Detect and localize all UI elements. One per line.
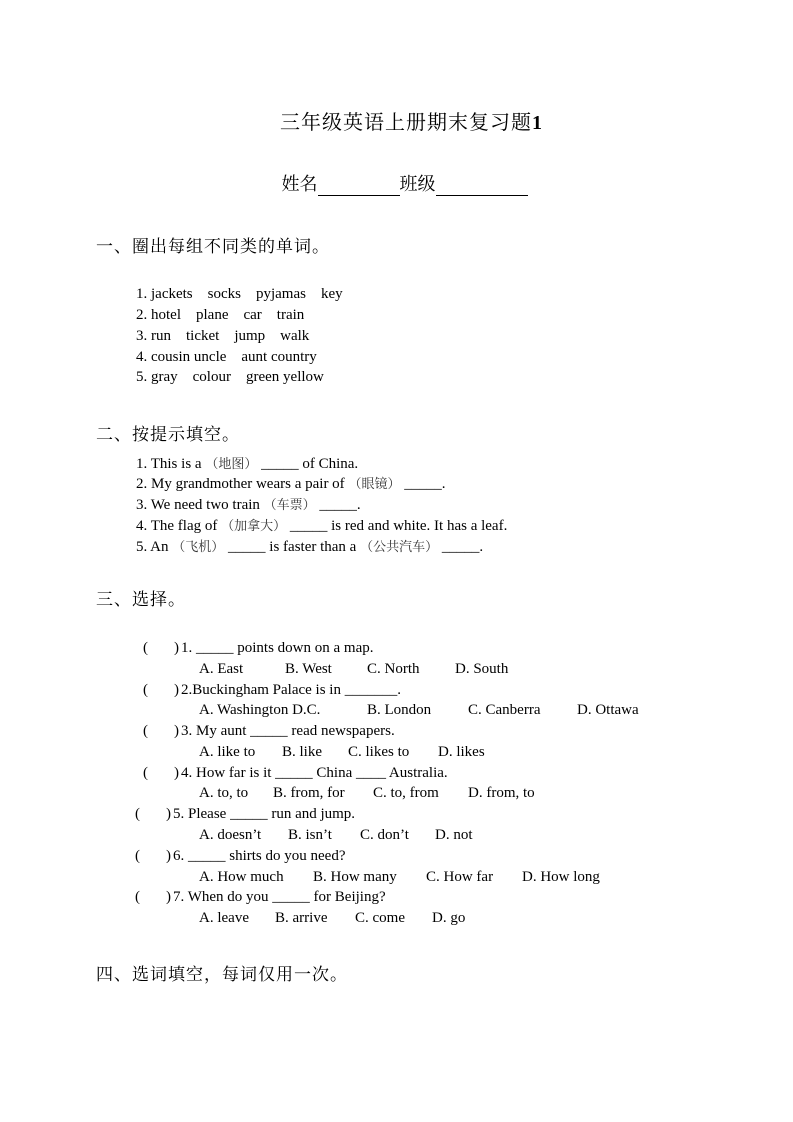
option-c: C. to, from	[373, 785, 439, 801]
option-c: C. don’t	[360, 827, 409, 843]
option-a: A. doesn’t	[199, 827, 262, 843]
option-c: C. How far	[426, 869, 494, 885]
option-d: D. go	[432, 910, 466, 926]
s2-item-2: 2. My grandmother wears a pair of （眼镜） _____.	[136, 476, 446, 492]
option-a: A. East	[199, 661, 244, 677]
option-b: B. West	[285, 661, 332, 677]
hint-text: （公共汽车）	[360, 540, 439, 555]
hint-text: （加拿大）	[221, 519, 287, 534]
hint-text: （飞机）	[172, 540, 225, 555]
option-c: C. come	[355, 910, 405, 926]
hint-text: （车票）	[263, 498, 316, 513]
answer-parens[interactable]: ( )	[143, 723, 179, 739]
option-a: A. How much	[199, 869, 284, 885]
option-c: C. Canberra	[468, 702, 541, 718]
page-title	[0, 106, 793, 135]
option-d: D. Ottawa	[577, 702, 639, 718]
class-label: 班级	[399, 174, 436, 195]
s2-item-4: 4. The flag of （加拿大） _____ is red and white. It has a leaf.	[136, 518, 508, 534]
section-2-heading: 二、按提示填空。	[96, 425, 240, 445]
option-b: B. from, for	[273, 785, 345, 801]
section-3-heading: 三、选择。	[96, 590, 186, 610]
question-7: ( ) 7. When do you _____ for Beijing?	[135, 889, 386, 905]
hint-text: （眼镜）	[348, 477, 401, 492]
s1-item-5: 5. gray colour green yellow	[136, 369, 324, 385]
question-5-options	[199, 827, 473, 844]
question-6: ( ) 6. _____ shirts do you need?	[135, 848, 346, 864]
name-blank[interactable]	[318, 176, 400, 196]
s1-item-3: 3. run ticket jump walk	[136, 328, 310, 344]
class-blank[interactable]	[436, 176, 528, 196]
title-text: 三年级英语上册期末复习题	[280, 110, 532, 134]
question-7-options	[199, 910, 465, 927]
answer-parens[interactable]: ( )	[143, 765, 179, 781]
name-label: 姓名	[281, 174, 318, 195]
answer-parens[interactable]: ( )	[135, 848, 171, 864]
s1-item-1: 1. jackets socks pyjamas key	[136, 286, 343, 302]
option-a: A. like to	[199, 744, 256, 760]
question-3-options	[199, 744, 485, 761]
option-b: B. like	[282, 744, 322, 760]
question-4-options	[199, 785, 535, 802]
s2-item-3: 3. We need two train （车票） _____.	[136, 497, 361, 513]
option-b: B. isn’t	[288, 827, 332, 843]
option-d: D. not	[435, 827, 473, 843]
option-b: B. arrive	[275, 910, 328, 926]
section-4-heading: 四、选词填空，每词仅用一次。	[96, 965, 348, 985]
question-3: ( ) 3. My aunt _____ read newspapers.	[143, 723, 395, 739]
answer-parens[interactable]: ( )	[135, 889, 171, 905]
option-c: C. North	[367, 661, 420, 677]
s2-item-1: 1. This is a （地图） _____ of China.	[136, 456, 359, 472]
option-d: D. How long	[522, 869, 600, 885]
option-d: D. likes	[438, 744, 485, 760]
answer-parens[interactable]: ( )	[143, 682, 179, 698]
question-2: ( ) 2.Buckingham Palace is in _______.	[143, 682, 401, 698]
s1-item-4: 4. cousin uncle aunt country	[136, 349, 317, 365]
question-4: ( ) 4. How far is it _____ China ____ Australia.	[143, 765, 448, 781]
question-2-options	[199, 702, 639, 719]
option-d: D. South	[455, 661, 509, 677]
answer-parens[interactable]: ( )	[143, 640, 179, 656]
title-number: 1	[532, 112, 543, 134]
hint-text: （地图）	[205, 457, 258, 472]
option-a: A. Washington D.C.	[199, 702, 321, 718]
answer-parens[interactable]: ( )	[135, 806, 171, 822]
s1-item-2: 2. hotel plane car train	[136, 307, 305, 323]
question-6-options	[199, 869, 600, 886]
question-1-options	[199, 661, 508, 678]
question-5: ( ) 5. Please _____ run and jump.	[135, 806, 356, 822]
option-a: A. leave	[199, 910, 249, 926]
section-1-heading: 一、圈出每组不同类的单词。	[96, 237, 330, 257]
option-d: D. from, to	[468, 785, 535, 801]
s2-item-5: 5. An （飞机） _____ is faster than a （公共汽车） _____.	[136, 539, 484, 555]
option-b: B. How many	[313, 869, 397, 885]
question-1: ( ) 1. _____ points down on a map.	[143, 640, 374, 656]
option-c: C. likes to	[348, 744, 410, 760]
option-a: A. to, to	[199, 785, 249, 801]
name-class-row	[0, 170, 793, 196]
option-b: B. London	[367, 702, 432, 718]
